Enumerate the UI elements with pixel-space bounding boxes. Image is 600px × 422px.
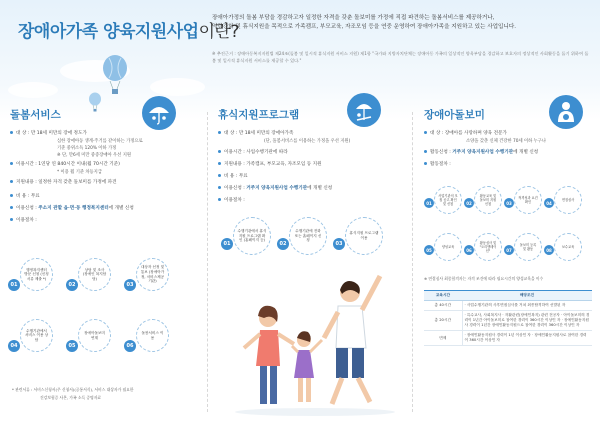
cloud-decoration xyxy=(8,82,58,98)
info-row: 대 상 : 만 18세 미만의 장애 정도가 xyxy=(10,131,87,137)
intro-line: 장애아가정의 돌봄 부담을 경감하고자 일정한 자격을 갖춘 돌보미를 가정에 직접 파견하는 돌봄서비스를 제공하거나, xyxy=(212,15,495,21)
table-cell-text: · 장애인활동지원사 경력이 1년 이상인 자 · 장애인활동지원사로 참여한 경력이 360시간 이상인 자 xyxy=(462,331,592,346)
balloon-icon xyxy=(100,54,130,96)
info-row: 대 상 : 만 18세 미만의 장애아가족 xyxy=(218,131,293,137)
info-row: 이용절차 : xyxy=(10,218,37,224)
intro-line: 역량강화 및 휴식지원을 목적으로 가족캠프, 부모교육, 자조모임 등을 연중 운영하여 장애아가족을 지원하고 있는 사업입니다. xyxy=(212,24,517,30)
caregiver-icon xyxy=(549,95,583,129)
table-cell-group: 총 20시간 xyxy=(424,311,462,331)
page-title-suffix: 이란? xyxy=(198,22,239,42)
step-circle: 대상자 선정 및 통보 (장애아가정, 서비스제공기관) xyxy=(136,258,169,291)
column-divider xyxy=(207,112,208,412)
footnote: 건강보험증 사본, 가족 소득 증명자료 xyxy=(40,395,102,400)
step-number: 03 xyxy=(504,198,514,208)
step-circle: 돌보미 등록 및 활동 xyxy=(514,233,542,261)
info-continuation: 심한 장애아동 생계·주거를 같이하는 가정으로 xyxy=(57,139,143,144)
step-number: 05 xyxy=(66,340,78,352)
step-circle: 양성교육 xyxy=(434,233,462,261)
info-row: 비 용 : 무료 xyxy=(10,194,40,200)
balloon-icon xyxy=(88,92,102,112)
info-continuation: * 이용 월 기준 차등지급 xyxy=(57,170,102,175)
step-number: 03 xyxy=(124,279,136,291)
table-cell-text: · 특수교사, 사회복지사 · 자활관련(장애인복지) 관련 전공자 · 아이돌보미의 경력이 1년간 아이돌보미로 참여한 경력이 360시간 이상인 자 · 장애인활동지원사 경력이 1년간 장애인활동지원으로 참여한 경력이 360시간 이상인 자 xyxy=(462,311,592,331)
page-title xyxy=(18,17,239,42)
table-row xyxy=(424,331,592,346)
step-circle: 휴식지원 프로그램 이용 xyxy=(345,217,383,255)
family-illustration xyxy=(220,266,400,416)
step-circle: 돌봄서비스 이용 xyxy=(136,319,169,352)
info-row: 이용신청 : 거주지 양육지원사업 수행기관에 개별 신청 xyxy=(218,186,332,192)
info-continuation: 소양을 갖춘 신체 건강한 70세 이하 누구나 xyxy=(466,139,547,144)
rest-program-title: 휴식지원프로그램 xyxy=(218,109,300,121)
table-row xyxy=(424,301,592,311)
page-title-main: 장애아가족 양육지원사업 xyxy=(18,22,199,42)
umbrella-icon xyxy=(142,96,176,130)
intro-text xyxy=(212,14,592,32)
step-number: 01 xyxy=(8,279,20,291)
table-cell-text: · 사업수행기관의 사후면접심사를 거쳐 최종합격하여 선발된 자 xyxy=(462,301,592,311)
info-row: 지원내용 : 일정한 자격 갖춘 돌보미를 가정에 파견 xyxy=(10,180,117,186)
step-circle: 사업기관의 모집 공고 확인 및 신청 xyxy=(434,186,462,214)
table-header-row xyxy=(424,291,592,301)
table-cell-group: 면제 xyxy=(424,331,462,346)
cloud-decoration xyxy=(150,78,205,96)
step-number: 03 xyxy=(333,238,345,250)
info-continuation: 기준 중위소득 120% 이하 가정 xyxy=(57,146,117,151)
helper-note: ※ 연접심사 최종합격자는 자격 조건에 따라 필요시간의 양성교육을 이수 xyxy=(424,276,544,281)
step-circle: 활동교육 및 돌보미 지원 신청 xyxy=(474,186,502,214)
step-circle: 수행기관에 전화 또는 홈페이지 신청 xyxy=(289,217,327,255)
step-number: 06 xyxy=(124,340,136,352)
step-number: 02 xyxy=(464,198,474,208)
step-circle: 장애아돌보미 연계 xyxy=(78,319,111,352)
info-row: 활동절차 : xyxy=(424,162,451,168)
info-row: 비 용 : 무료 xyxy=(218,174,248,180)
table-header-cell: 해당조건 xyxy=(462,291,592,301)
step-circle: 행정복지센터 방문 신청 (신청서류 제출 *) xyxy=(20,258,53,291)
step-number: 01 xyxy=(424,198,434,208)
step-circle: 수행기관에서 서비스 이용 상담 xyxy=(20,319,53,352)
step-number: 07 xyxy=(504,245,514,255)
step-number: 02 xyxy=(66,279,78,291)
intro-note: ※ 추진근거 : 장애아동복지지원법 제24조(돌봄 및 일시적 휴식지원 서비스 지원) 제1항 "국가와 지방자치단체는 장애아동 가족의 일상적인 양육부담을 경감하고 보호자의 정상적인 사회활동을 돕기 위하여 돌봄 및 일시적 휴식지원 서비스를 제공할 수 있다." xyxy=(212,51,589,63)
info-row: 활동신청 : 거주지 양육지원사업 수행기관에 개별 신청 xyxy=(424,150,538,156)
step-number: 02 xyxy=(277,238,289,250)
education-hours-table xyxy=(424,290,592,346)
column-divider xyxy=(412,112,413,412)
step-circle: 활동심사 및 "오리엔테이션" xyxy=(474,233,502,261)
footnote: * 관련서류 : 서비스신청서(주 신청서)(공통서식), 서비스 대상자가 필요한 xyxy=(12,387,134,392)
info-row: 대 상 : 장애아를 사랑하며 양육 전문가 xyxy=(424,131,507,137)
table-header-cell: 교육시간 xyxy=(424,291,462,301)
info-row: 이용시간 : 1연당 연 840시간 이내(월 70시간 기준) xyxy=(10,162,120,168)
step-circle: 적격성과 요건 확인 xyxy=(514,186,542,214)
table-row xyxy=(424,311,592,331)
step-circle: 보수교육 xyxy=(554,233,582,261)
info-row: 이용절차 : xyxy=(218,198,245,204)
step-circle: 상담 및 조사 (장애인 복지담당) xyxy=(78,258,111,291)
table-cell-group: 총 40시간 xyxy=(424,301,462,311)
info-row: 지원내용 : 가족캠프, 부모교육, 자조모임 등 지원 xyxy=(218,162,322,168)
step-number: 06 xyxy=(464,245,474,255)
info-continuation: (단, 돌봄서비스를 이용하는 가정을 우선 지원) xyxy=(264,139,351,144)
info-continuation: ※ 단, 만6세 미만 중증장애아 우선 지원 xyxy=(57,153,132,158)
care-helper-title: 장애아돌보미 xyxy=(424,109,485,121)
info-row: 이용신청 : 주소지 관할 읍·면·동 행정복지센터에 개별 신청 xyxy=(10,206,134,212)
step-number: 04 xyxy=(544,198,554,208)
step-circle: 면접심사 xyxy=(554,186,582,214)
step-number: 05 xyxy=(424,245,434,255)
step-circle: 수행기관에서 휴식지원 프로그램 확인 (홈페이지 등) xyxy=(233,217,271,255)
step-number: 08 xyxy=(544,245,554,255)
step-number: 01 xyxy=(221,238,233,250)
relax-icon xyxy=(347,93,381,127)
info-row: 이용시간 : 사업수행기관에 따라 xyxy=(218,150,288,156)
step-number: 04 xyxy=(8,340,20,352)
care-service-title: 돌봄서비스 xyxy=(10,109,61,121)
